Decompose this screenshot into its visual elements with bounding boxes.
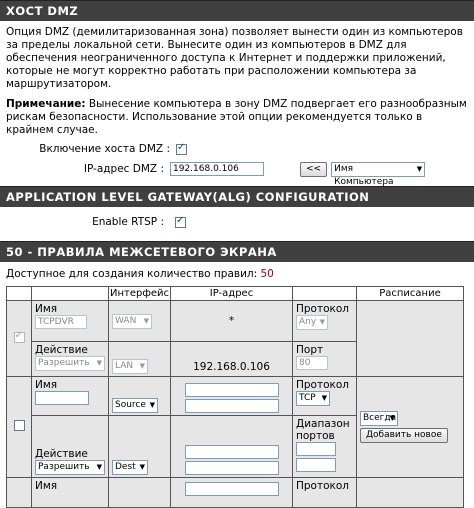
dmz-note-label: Примечание:	[6, 98, 86, 110]
rule2-schedule-select[interactable]: Всегда ▼	[360, 411, 398, 426]
rtsp-checkbox[interactable]	[175, 217, 186, 228]
computer-name-select[interactable]: Имя Компьютера ▼	[331, 162, 425, 177]
firewall-available	[0, 262, 474, 286]
dmz-ip-input[interactable]: 192.168.0.106	[170, 162, 264, 176]
firewall-available-count: 50	[260, 268, 274, 280]
dmz-note	[6, 98, 468, 137]
rule3-protocol-label: Протокол	[296, 480, 350, 492]
firewall-rules-table	[6, 286, 464, 508]
rule2-dst-ip-end[interactable]	[185, 461, 279, 475]
dmz-section	[0, 21, 474, 185]
dmz-section-title: ХОСТ DMZ	[0, 0, 474, 21]
add-new-schedule-button[interactable]: Добавить новое	[360, 428, 448, 443]
rule2-src-ip-start[interactable]	[185, 383, 279, 397]
rule2-action-label: Действие	[35, 448, 88, 460]
table-row	[7, 377, 464, 416]
rule2-enable-checkbox[interactable]	[14, 420, 25, 431]
rule1-name-input[interactable]: TCPDVR	[35, 315, 87, 329]
rtsp-label: Enable RTSP :	[92, 216, 164, 228]
rule1-action-select[interactable]: Разрешить ▼	[35, 356, 105, 371]
rule1-src-interface-select[interactable]: WAN ▼	[112, 314, 152, 329]
rule3-name-label: Имя	[35, 480, 58, 492]
rule2-port-start[interactable]	[296, 442, 336, 456]
dmz-description: Опция DMZ (демилитаризованная зона) позволяет вынести один из компьютеров за пределы локальной сети. Вынесите один из компьютеров в DMZ для обеспечения неограниченного доступа к Интернет и поддержки приложений, которые не могут корректно работать при расположении компьютера за маршрутизатором.	[6, 26, 463, 90]
rule1-enable-checkbox[interactable]	[14, 332, 25, 343]
rule1-port-label: Порт	[296, 344, 324, 356]
dmz-note-text: Вынесение компьютера в зону DMZ подвергает его разнообразным рискам безопасности. Использование этой опции рекомендуется только в крайнем случае.	[6, 98, 467, 136]
alg-section	[0, 207, 474, 241]
rule2-action-select[interactable]: Разрешить ▼	[35, 460, 105, 475]
dmz-enable-label: Включение хоста DMZ :	[39, 143, 170, 155]
rule2-src-interface-select[interactable]: Source ▼	[112, 398, 158, 413]
rule1-dst-ip: 192.168.0.106	[171, 342, 293, 377]
rule3-src-ip-start[interactable]	[185, 482, 279, 496]
rule2-port-range-label: Диапазон портов	[296, 418, 350, 442]
rule2-name-input[interactable]	[35, 391, 89, 405]
rule1-action-label: Действие	[35, 344, 88, 356]
firewall-available-label: Доступное для создания количество правил:	[6, 268, 261, 280]
interface-header: Интерфейс	[109, 288, 170, 299]
rule1-port-input[interactable]: 80	[296, 356, 328, 370]
copy-computer-ip-button[interactable]: <<	[300, 162, 327, 177]
schedule-header: Расписание	[357, 287, 464, 301]
rule1-dst-interface-select[interactable]: LAN ▼	[112, 359, 148, 374]
alg-section-title: APPLICATION LEVEL GATEWAY(ALG) CONFIGURATION	[0, 186, 474, 207]
table-header-row	[7, 287, 464, 301]
ip-header: IP-адрес	[171, 287, 293, 301]
rule2-dst-interface-select[interactable]: Dest ▼	[112, 460, 148, 475]
rule2-src-ip-end[interactable]	[185, 399, 279, 413]
rule1-name-label: Имя	[35, 303, 58, 315]
rule1-protocol-select[interactable]: Any ▼	[296, 315, 328, 330]
rule2-name-label: Имя	[35, 379, 58, 391]
rule1-protocol-label: Протокол	[296, 303, 350, 315]
rule2-protocol-label: Протокол	[296, 379, 350, 391]
table-row	[7, 301, 464, 342]
table-row	[7, 478, 464, 508]
rule2-port-end[interactable]	[296, 458, 336, 472]
rule2-dst-ip-start[interactable]	[185, 445, 279, 459]
dmz-ip-label: IP-адрес DMZ :	[83, 163, 164, 175]
firewall-section-title: 50 - ПРАВИЛА МЕЖСЕТЕВОГО ЭКРАНА	[0, 241, 474, 262]
rule1-src-ip: *	[171, 301, 293, 342]
dmz-enable-checkbox[interactable]	[176, 144, 187, 155]
rule2-protocol-select[interactable]: TCP ▼	[296, 391, 330, 406]
